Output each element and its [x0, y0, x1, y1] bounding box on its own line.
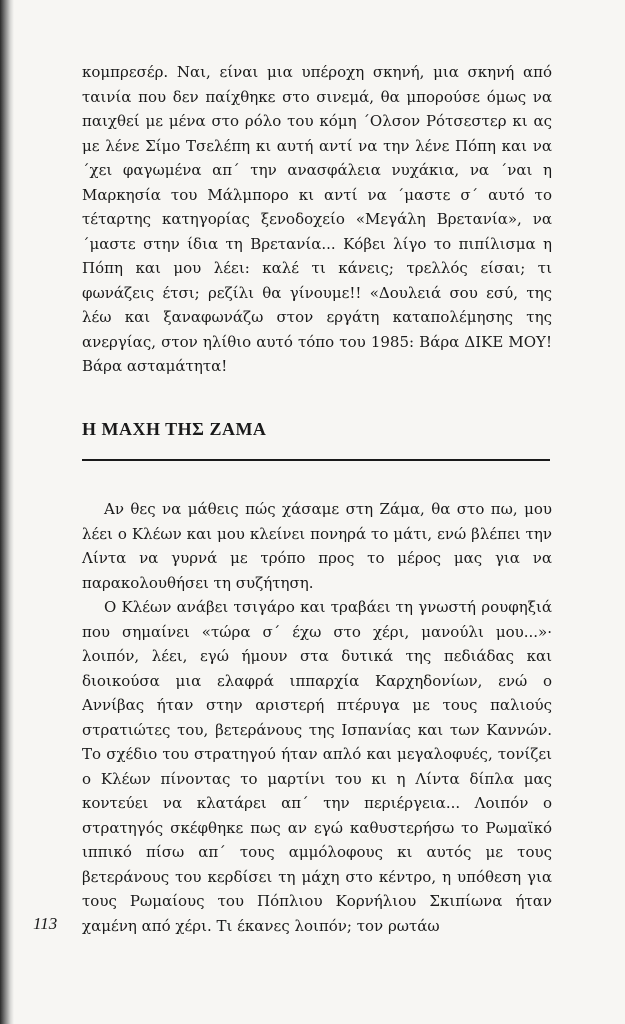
paragraph: Ο Κλέων ανάβει τσιγάρο και τραβάει τη γνωστή ρουφηξιά που σημαίνει «τώρα σ΄ έχω στο χέρι, μανούλι μου...»· λοιπόν, λέει, εγώ ήμουν στα δυτικά της πεδιάδας και διοικούσα μια ελαφρά ιππαρχία Καρχηδονίων, ενώ ο Αννίβας ήταν στην αριστερή πτέρυγα με τους παλιούς στρατιώτες του, βετεράνους της Ισπανίας και των Καννών. Το σχέδιο του στρατηγού ήταν απλό και μεγαλοφυές, τονίζει ο Κλέων πίνοντας το μαρτίνι του κι η Λίντα δίπλα μας κοντεύει να κλατάρει απ΄ την περιέργεια... Λοιπόν ο στρατηγός σκέφθηκε πως αν εγώ καθυστερήσω το Ρωμαϊκό ιππικό πίσω απ΄ τους αμμόλοφους κι αυτός με τους βετεράνους του κερδίσει τη μάχη στο κέντρο, η υπόθεση για τους Ρωμαίους του Πόπλιου Κορνήλιου Σκιπίωνα ήταν χαμένη από χέρι. Τι έκανες λοιπόν; τον ρωτάω: [82, 598, 552, 935]
book-page: [82, 60, 552, 938]
section-heading: Η ΜΑΧΗ ΤΗΣ ΖΑΜΑ: [82, 418, 267, 439]
paragraph: Αν θες να μάθεις πώς χάσαμε στη Ζάμα, θα στο πω, μου λέει ο Κλέων και μου κλείνει πονηρά το μάτι, ενώ βλέπει την Λίντα να γυρνά με τρόπο προς το μέρος μας για να παρακολουθήσει τη συζήτηση.: [82, 500, 552, 592]
page-edge-shadow: [0, 0, 14, 1024]
spacer: [82, 461, 552, 497]
page-number: 113: [33, 914, 58, 933]
opening-paragraph: κομπρεσέρ. Ναι, είναι μια υπέροχη σκηνή, μια σκηνή από ταινία που δεν παίχθηκε στο σινεμά, θα μπορούσε όμως να παιχθεί με μένα στο ρόλο του κόμη ΄Ολσον Ρότσεστερ κι ας με λένε Σίμο Τσελέπη κι αυτή αντί να την λένε Πόπη και να ΄χει φαγωμένα απ΄ την ανασφάλεια νυχάκια, να ΄ναι η Μαρκησία του Μάλμπορο κι αντί να ΄μαστε σ΄ αυτό το τέταρτης κατηγορίας ξενοδοχείο «Μεγάλη Βρετανία», να ΄μαστε στην ίδια τη Βρετανία... Κόβει λίγο το πιπίλισμα η Πόπη και μου λέει: καλέ τι κάνεις; τρελλός είσαι; τι φωνάζεις έτσι; ρεζίλι θα γίνουμε!! «Δουλειά σου εσύ, της λέω και ξαναφωνάζω στον εργάτη καταπολέμησης της ανεργίας, στον ηλίθιο αυτό τόπο του 1985: Βάρα ΔΙΚΕ ΜΟΥ! Βάρα ασταμάτητα!: [82, 63, 552, 375]
